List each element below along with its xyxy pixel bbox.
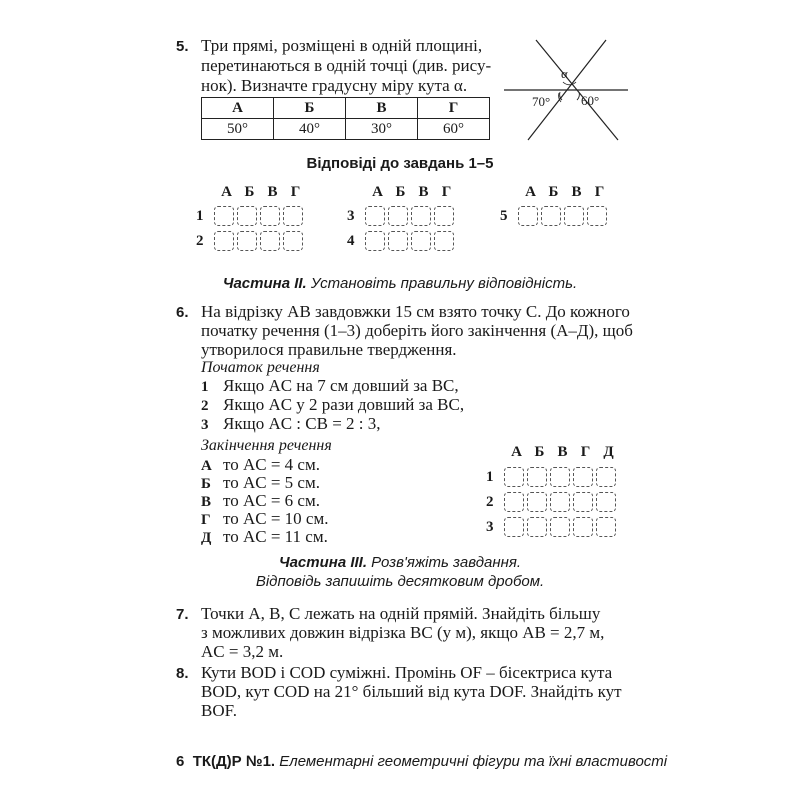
answer-box[interactable] (411, 231, 431, 251)
answer-box[interactable] (365, 231, 385, 251)
answer-row-4: 4 (347, 231, 457, 251)
angle-60-label: 60° (581, 93, 600, 108)
task8-line-2: BOD, кут COD на 21° більший від кута DOF. Знайдіть кут (201, 682, 622, 701)
task7-line-3: AC = 3,2 м. (201, 642, 284, 661)
answer-box[interactable] (550, 467, 570, 487)
answer-box[interactable] (504, 517, 524, 537)
answer-box[interactable] (550, 517, 570, 537)
option-value-v: 30° (346, 119, 418, 140)
end-g: Г то AC = 10 см. (201, 509, 329, 528)
task6-grid-row-1: 1 (486, 467, 619, 487)
answer-box[interactable] (504, 492, 524, 512)
answer-box[interactable] (573, 517, 593, 537)
answer-box[interactable] (237, 231, 257, 251)
answer-box[interactable] (527, 517, 547, 537)
task8-number: 8. (176, 665, 189, 682)
answer-box[interactable] (214, 206, 234, 226)
option-letter-g: Г (418, 98, 490, 119)
answer-box[interactable] (504, 467, 524, 487)
task6-line-2: початку речення (1–3) доберіть його закінчення (А–Д), щоб (201, 321, 633, 340)
answer-box[interactable] (283, 206, 303, 226)
answer-box[interactable] (527, 467, 547, 487)
task6-line-1: На відрізку AB завдовжки 15 см взято точку C. До кожного (201, 302, 630, 321)
answer-box[interactable] (434, 206, 454, 226)
answers-title: Відповіді до завдань 1–5 (306, 155, 494, 172)
angle-70-label: 70° (532, 94, 551, 109)
end-a: А то AC = 4 см. (201, 455, 320, 474)
footer-code: ТК(Д)Р №1. (192, 753, 276, 770)
answer-row-3: 3 (347, 206, 457, 226)
part3-title-line-2: Відповідь запишіть десятковим дробом. (255, 573, 545, 590)
answer-box[interactable] (365, 206, 385, 226)
option-letter-b: Б (274, 98, 346, 119)
task8-line-3: BOF. (201, 701, 237, 720)
task5-line-3: нок). Визначте градусну міру кута α. (201, 76, 468, 95)
answer-box[interactable] (587, 206, 607, 226)
task8-line-1: Кути BOD і COD суміжні. Промінь OF – бісектриса кута (201, 663, 613, 682)
task6-line-3: утворилося правильне твердження. (201, 340, 457, 359)
start-2: 2 Якщо AC у 2 рази довший за BC, (201, 395, 465, 414)
task6-grid-row-2: 2 (486, 492, 619, 512)
answers-letters-group2: А Б В Г (372, 184, 452, 200)
task7-number: 7. (176, 606, 189, 623)
answer-row-2: 2 (196, 231, 306, 251)
answer-box[interactable] (283, 231, 303, 251)
start-3: 3 Якщо AC : CB = 2 : 3, (201, 414, 381, 433)
option-value-g: 60° (418, 119, 490, 140)
start-header: Початок речення (201, 359, 320, 376)
option-letter-v: В (346, 98, 418, 119)
answer-box[interactable] (434, 231, 454, 251)
answer-box[interactable] (518, 206, 538, 226)
three-lines-figure (500, 30, 635, 145)
end-header: Закінчення речення (201, 437, 332, 454)
answer-box[interactable] (550, 492, 570, 512)
answer-box[interactable] (411, 206, 431, 226)
answer-row-1: 1 (196, 206, 306, 226)
answers-letters-group3: А Б В Г (525, 184, 605, 200)
answer-box[interactable] (388, 231, 408, 251)
page-footer (176, 753, 667, 770)
answer-box[interactable] (541, 206, 561, 226)
end-d: Д то AC = 11 см. (201, 527, 328, 546)
answer-box[interactable] (596, 492, 616, 512)
answer-box[interactable] (564, 206, 584, 226)
end-v: В то AC = 6 см. (201, 491, 320, 510)
task6-grid-letters: А Б В Г Д (511, 444, 614, 460)
task5-options-table (201, 97, 490, 140)
answer-box[interactable] (260, 206, 280, 226)
part2-title: Частина ІІ. Установіть правильну відповідність. (222, 275, 578, 292)
answer-box[interactable] (260, 231, 280, 251)
footer-title: Елементарні геометричні фігури та їхні властивості (275, 753, 668, 770)
answer-row-5: 5 (500, 206, 610, 226)
task7-line-1: Точки A, B, C лежать на одній прямій. Знайдіть більшу (201, 604, 601, 623)
start-1: 1 Якщо AC на 7 см довший за BC, (201, 376, 459, 395)
end-b: Б то AC = 5 см. (201, 473, 320, 492)
answer-box[interactable] (596, 467, 616, 487)
task6-number: 6. (176, 304, 189, 321)
task5-number: 5. (176, 38, 189, 55)
answers-letters-group1: А Б В Г (221, 184, 301, 200)
answer-box[interactable] (214, 231, 234, 251)
task6-grid-row-3: 3 (486, 517, 619, 537)
task7-line-2: з можливих довжин відрізка BC (у м), якщо AB = 2,7 м, (201, 623, 605, 642)
alpha-label: α (561, 66, 568, 81)
part3-title-line-1: Частина ІІІ. Розв'яжіть завдання. (278, 554, 522, 571)
answer-box[interactable] (527, 492, 547, 512)
option-value-a: 50° (202, 119, 274, 140)
answer-box[interactable] (388, 206, 408, 226)
answer-box[interactable] (573, 467, 593, 487)
option-letter-a: А (202, 98, 274, 119)
answer-box[interactable] (596, 517, 616, 537)
task5-line-2: перетинаються в одній точці (див. рису- (201, 56, 492, 75)
answer-box[interactable] (237, 206, 257, 226)
answer-box[interactable] (573, 492, 593, 512)
task5-line-1: Три прямі, розміщені в одній площині, (201, 36, 483, 55)
option-value-b: 40° (274, 119, 346, 140)
page-number: 6 (176, 753, 185, 770)
